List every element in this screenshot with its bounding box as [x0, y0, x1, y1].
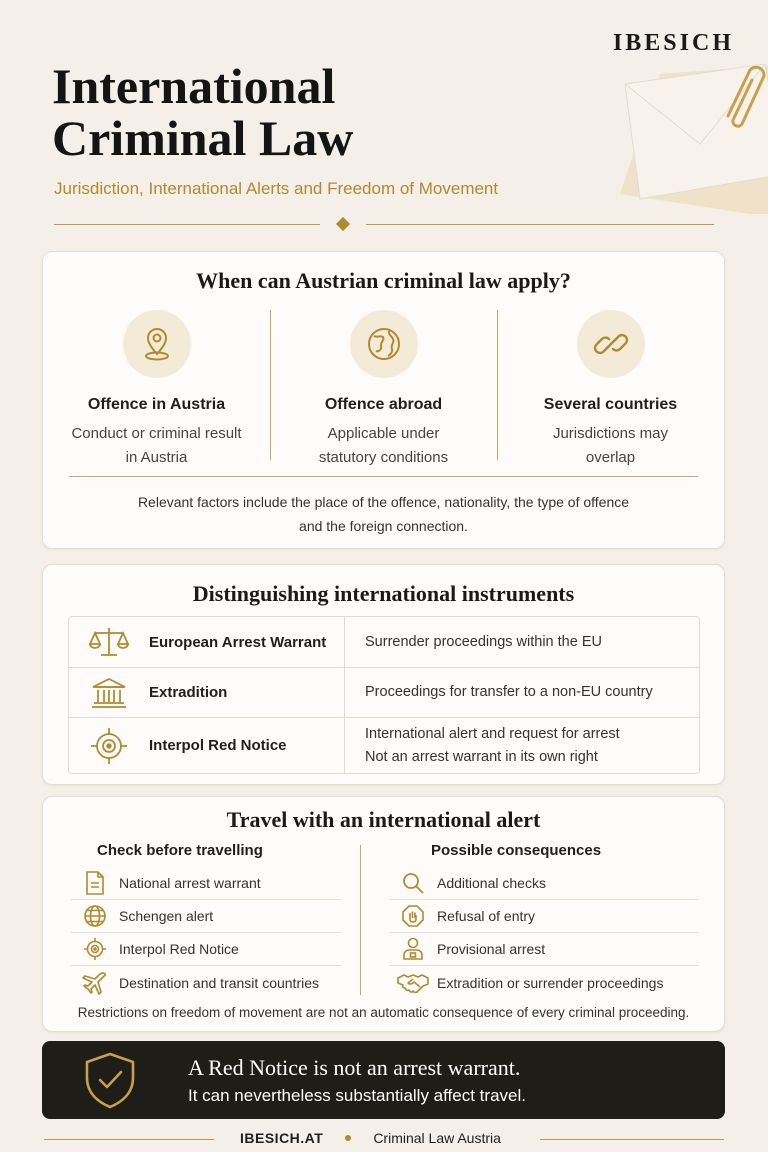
page-title — [52, 60, 353, 164]
courthouse-icon — [69, 668, 149, 717]
magnifier-icon — [389, 871, 437, 895]
airplane-icon — [71, 971, 119, 995]
instrument-desc: Surrender proceedings within the EU — [365, 633, 602, 650]
chain-link-icon — [577, 310, 645, 378]
list-item: Destination and transit countries — [71, 966, 341, 999]
section-divider — [69, 476, 698, 477]
travel-title: Travel with an international alert — [226, 807, 541, 832]
footer-site-link[interactable]: IBESICH.AT — [240, 1130, 324, 1146]
jurisdiction-title: When can Austrian criminal law apply? — [196, 268, 571, 293]
table-row — [69, 617, 699, 667]
title-line-2: Criminal Law — [52, 110, 354, 166]
instrument-name: Interpol Red Notice — [149, 718, 345, 773]
instruments-card — [42, 564, 725, 785]
column-heading: Several countries — [543, 396, 678, 413]
instrument-desc: Proceedings for transfer to a non-EU country — [365, 684, 653, 700]
envelope-paperclip-decoration — [600, 64, 768, 214]
stop-hand-icon — [389, 904, 437, 928]
instruments-title: Distinguishing international instruments — [192, 581, 575, 606]
instruments-table — [68, 616, 700, 774]
banner-headline: A Red Notice is not an arrest warrant. — [188, 1055, 521, 1080]
target-icon — [71, 937, 119, 961]
column-text: Applicable under statutory conditions — [318, 425, 449, 466]
footer-tagline: Criminal Law Austria — [373, 1130, 501, 1146]
banner-subline: It can nevertheless substantially affect travel. — [188, 1086, 526, 1105]
table-row — [69, 717, 699, 773]
document-icon — [71, 871, 119, 895]
person-lock-icon — [389, 937, 437, 961]
shield-check-icon — [82, 1051, 138, 1109]
header-divider-right — [366, 224, 714, 225]
jurisdiction-card — [42, 251, 725, 549]
column-several-countries — [497, 310, 724, 470]
list-item: Provisional arrest — [389, 933, 699, 966]
list-heading: Check before travelling — [97, 842, 263, 859]
globe-icon — [71, 904, 119, 928]
footer — [240, 1130, 501, 1146]
target-icon — [69, 718, 149, 773]
column-divider — [360, 845, 361, 995]
globe-icon — [350, 310, 418, 378]
list-item: Schengen alert — [71, 900, 341, 933]
jurisdiction-note: Relevant factors include the place of the offence, nationality, the type of offence and the foreign connection. — [137, 494, 630, 534]
footer-line-left — [44, 1139, 214, 1140]
instrument-name: Extradition — [149, 668, 345, 717]
column-text: Jurisdictions may overlap — [552, 425, 669, 466]
check-before-travelling-list — [71, 842, 341, 999]
title-line-1: International — [52, 58, 336, 114]
location-pin-icon — [123, 310, 191, 378]
key-message-banner — [42, 1041, 725, 1119]
page-subtitle: Jurisdiction, International Alerts and Freedom of Movement — [54, 179, 499, 198]
list-item: Interpol Red Notice — [71, 933, 341, 966]
column-heading: Offence abroad — [324, 396, 443, 413]
handshake-icon — [389, 972, 437, 994]
possible-consequences-list — [389, 842, 699, 999]
list-heading: Possible consequences — [431, 842, 602, 859]
list-item: National arrest warrant — [71, 867, 341, 900]
scales-icon — [69, 617, 149, 667]
column-offence-abroad — [270, 310, 497, 470]
instrument-name: European Arrest Warrant — [149, 617, 345, 667]
travel-card — [42, 796, 725, 1032]
list-item: Extradition or surrender proceedings — [389, 966, 699, 999]
footer-line-right — [540, 1139, 724, 1140]
header-divider-left — [54, 224, 320, 225]
footer-dot-icon — [345, 1135, 351, 1141]
list-item: Refusal of entry — [389, 900, 699, 933]
instrument-desc: International alert and request for arrest Not an arrest warrant in its own right — [365, 725, 620, 765]
column-offence-austria — [43, 310, 270, 470]
brand-logo: IBESICH — [612, 30, 734, 56]
travel-note: Restrictions on freedom of movement are not an automatic consequence of every criminal proceeding. — [77, 1005, 690, 1020]
column-text: Conduct or criminal result in Austria — [71, 425, 242, 466]
column-heading: Offence in Austria — [87, 396, 226, 413]
diamond-ornament-icon — [336, 217, 350, 231]
table-row — [69, 667, 699, 717]
list-item: Additional checks — [389, 867, 699, 900]
